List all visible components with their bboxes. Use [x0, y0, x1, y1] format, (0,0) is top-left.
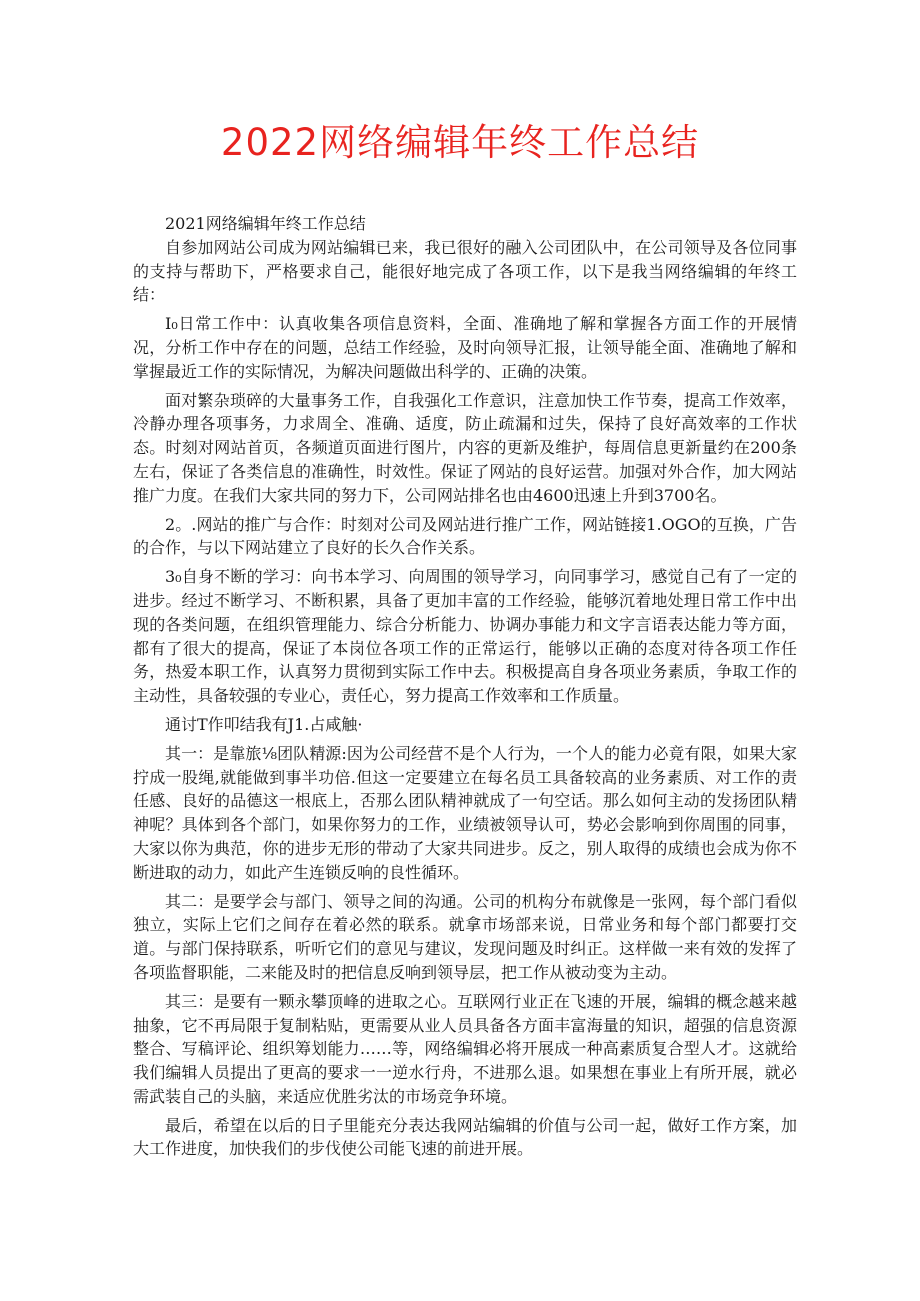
- paragraph-reflection-heading: 通讨T作叩结我有J1.占咸触·: [165, 714, 363, 734]
- paragraph-promotion: 2。.网站的推广与合作：时刻对公司及网站进行推广工作，网站链接1.OGO的互换，广告的合作，与以下网站建立了良好的长久合作关系。: [133, 514, 797, 558]
- paragraph-efficiency: 面对繁杂琐碎的大量事务工作，自我强化工作意识，注意加快工作节奏，提高工作效率，冷静办理各项事务，力求周全、准确、适度，防止疏漏和过失，保持了良好高效率的工作状态。时刻对网站首页，各频道页面进行图片，内容的更新及维护，每周信息更新量约在200条左右，保证了各类信息的准确性，时效性。保证了网站的良好运营。加强对外合作，加大网站推广力度。在我们大家共同的努力下，公司网站排名也由4600迅速上升到3700名。: [133, 390, 797, 505]
- paragraph-point-two: 其二：是要学会与部门、领导之间的沟通。公司的机构分布就像是一张网，每个部门看似独立，实际上它们之间存在着必然的联系。就拿市场部来说，日常业务和每个部门都要打交道。与部门保持联系，听听它们的意见与建议，发现问题及时纠正。这样做一来有效的发挥了各项监督职能，二来能及时的把信息反响到领导层，把工作从被动变为主动。: [133, 891, 797, 982]
- paragraph-subtitle: 2021网络编辑年终工作总结: [165, 214, 366, 233]
- document-body: [133, 212, 797, 1161]
- paragraph-point-one: 其一：是靠旅⅛团队精源:因为公司经营不是个人行为，一个人的能力必竟有限，如果大家拧成一股绳,就能做到事半功倍.但这一定要建立在每名员工具备较高的业务素质、对工作的责任感、良好的品德这一根底上，否那么团队精神就成了一句空话。那么如何主动的发扬团队精神呢？具体到各个部门，如果你努力的工作，业绩被领导认可，势必会影响到你周围的同事，大家以你为典范，你的进步无形的带动了大家共同进步。反之，别人取得的成绩也会成为你不断进取的动力，如此产生连锁反响的良性循环。: [133, 743, 797, 882]
- paragraph-point-three: 其三：是要有一颗永攀顶峰的进取之心。互联网行业正在飞速的开展，编辑的概念越来越抽象，它不再局限于复制粘贴，更需要从业人员具备各方面丰富海量的知识，超强的信息资源整合、写稿评论、组织筹划能力……等，网络编辑必将开展成一种高素质复合型人才。这就给我们编辑人员提出了更高的要求一一逆水行舟，不进那么退。如果想在事业上有所开展，就必需武装自己的头脑，来适应优胜劣汰的市场竞争环境。: [133, 991, 797, 1106]
- paragraph-conclusion: 最后，希望在以后的日子里能充分表达我网站编辑的价值与公司一起，做好工作方案，加大工作进度，加快我们的步伐使公司能飞速的前进开展。: [133, 1115, 797, 1159]
- paragraph-intro: 自参加网站公司成为网站编辑已来，我已很好的融入公司团队中，在公司领导及各位同事的支持与帮助下，严格要求自己，能很好地完成了各项工作，以下是我当网络编辑的年终工结：: [133, 237, 797, 305]
- document-title: 2022网络编辑年终工作总结: [220, 121, 700, 164]
- paragraph-learning: 3₀自身不断的学习：向书本学习、向周围的领导学习，向同事学习，感觉自己有了一定的进步。经过不断学习、不断积累，具备了更加丰富的工作经验，能够沉着地处理日常工作中出现的各类问题，在组织管理能力、综合分析能力、协调办事能力和文字言语表达能力等方面，都有了很大的提高，保证了本岗位各项工作的正常运行，能够以正确的态度对待各项工作任务，热爱本职工作，认真努力贯彻到实际工作中去。积极提高自身各项业务素质，争取工作的主动性，具备较强的专业心，责任心，努力提高工作效率和工作质量。: [133, 567, 797, 706]
- paragraph-daily-work: I₀日常工作中：认真收集各项信息资料，全面、准确地了解和掌握各方面工作的开展情况，分析工作中存在的问题，总结工作经验，及时向领导汇报，让领导能全面、准确地了解和掌握最近工作的实际情况，为解决问题做出科学的、正确的决策。: [133, 314, 797, 381]
